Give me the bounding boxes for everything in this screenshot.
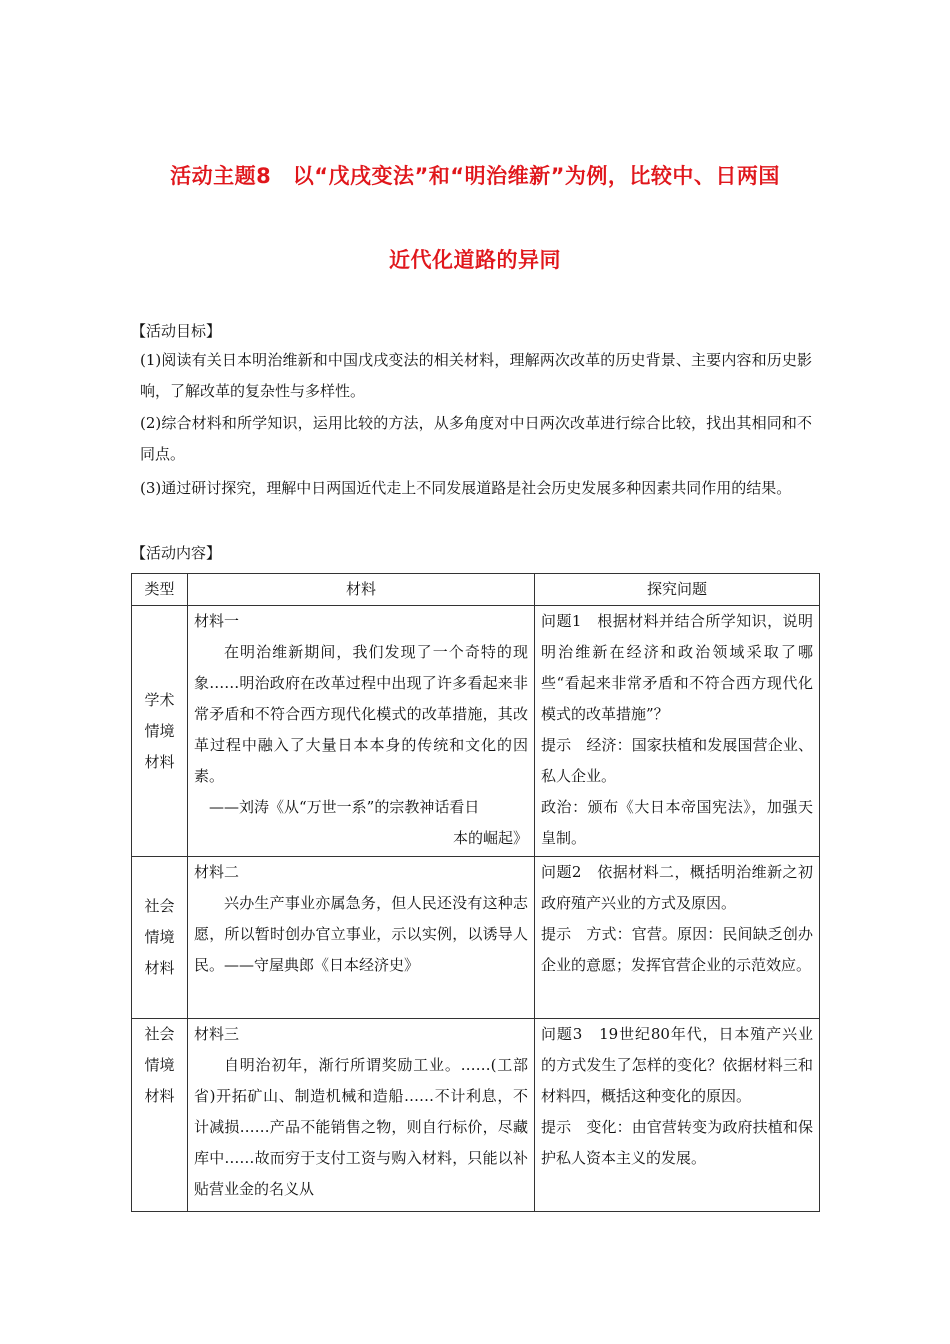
title-line-2: 近代化道路的异同 xyxy=(389,248,561,272)
type-char: 情境 xyxy=(144,721,175,740)
header-type: 类型 xyxy=(132,574,188,606)
activity-table xyxy=(131,573,820,1212)
type-char: 材料 xyxy=(144,959,175,977)
question-text: 问题1 根据材料并结合所学知识，说明明治维新在经济和政治领域采取了哪些“看起来非常矛盾和不符合西方现代化模式的改革措施”？ xyxy=(541,612,813,723)
goal-item-3: (3)通过研讨探究，理解中日两国近代走上不同发展道路是社会历史发展多种因素共同作用的结果。 xyxy=(140,479,792,497)
material-source-cont: 本的崛起》 xyxy=(452,829,528,847)
goal-item-2: (2)综合材料和所学知识，运用比较的方法，从多角度对中日两次改革进行综合比较，找出其相同和不同点。 xyxy=(140,414,812,463)
row-material xyxy=(188,606,535,857)
material-label: 材料二 xyxy=(194,863,240,881)
row-type xyxy=(132,1019,188,1212)
title-line-1: 活动主题8 以“戊戌变法”和“明治维新”为例，比较中、日两国 xyxy=(170,164,780,188)
row-question xyxy=(535,857,820,1019)
material-text: 兴办生产事业亦属急务，但人民还没有这种志愿，所以暂时创办官立事业，示以实例，以诱导人民。——守屋典郎《日本经济史》 xyxy=(194,894,528,974)
type-char: 情境 xyxy=(144,1056,175,1074)
row-type xyxy=(132,857,188,1019)
question-text: 问题2 依据材料二，概括明治维新之初政府殖产兴业的方式及原因。 xyxy=(541,863,813,912)
question-text: 问题3 19世纪80年代，日本殖产兴业的方式发生了怎样的变化？依据材料三和材料四，概括这种变化的原因。 xyxy=(541,1025,813,1105)
row-question xyxy=(535,606,820,857)
goal-item-1: (1)阅读有关日本明治维新和中国戊戌变法的相关材料，理解两次改革的历史背景、主要内容和历史影响，了解改革的复杂性与多样性。 xyxy=(140,351,812,400)
row-question xyxy=(535,1019,820,1212)
type-char: 社会 xyxy=(144,897,175,915)
material-label: 材料一 xyxy=(194,612,240,630)
type-char: 情境 xyxy=(144,928,175,946)
goals-heading: 【活动目标】 xyxy=(131,322,222,340)
type-char: 材料 xyxy=(144,752,175,771)
hint-text: 提示 经济：国家扶植和发展国营企业、私人企业。 xyxy=(541,736,813,785)
row-type xyxy=(132,606,188,857)
header-material: 材料 xyxy=(188,574,535,606)
material-text: 在明治维新期间，我们发现了一个奇特的现象……明治政府在改革过程中出现了许多看起来非常矛盾和不符合西方现代化模式的改革措施，其改革过程中融入了大量日本本身的传统和文化的因素。 xyxy=(194,643,528,785)
content-heading: 【活动内容】 xyxy=(131,544,222,562)
material-text: 自明治初年，渐行所谓奖励工业。……(工部省)开拓矿山、制造机械和造船……不计利息，不计减损……产品不能销售之物，则自行标价，尽藏库中……故而穷于支付工资与购入材料，只能以补贴营业金的名义从 xyxy=(194,1056,528,1198)
table-row xyxy=(132,857,820,1019)
row-material xyxy=(188,857,535,1019)
table-row xyxy=(132,1019,820,1212)
material-label: 材料三 xyxy=(194,1025,240,1043)
hint-text: 提示 方式：官营。原因：民间缺乏创办企业的意愿；发挥官营企业的示范效应。 xyxy=(541,925,813,974)
hint-text: 提示 变化：由官营转变为政府扶植和保护私人资本主义的发展。 xyxy=(541,1118,813,1167)
material-source: ——刘涛《从“万世一系”的宗教神话看日 xyxy=(209,798,480,816)
type-char: 社会 xyxy=(144,1025,175,1043)
header-question: 探究问题 xyxy=(535,574,820,606)
type-char: 学术 xyxy=(144,690,175,709)
table-row xyxy=(132,606,820,857)
row-material xyxy=(188,1019,535,1212)
hint-text-2: 政治：颁布《大日本帝国宪法》，加强天皇制。 xyxy=(541,798,813,847)
table-header-row xyxy=(132,574,820,606)
type-char: 材料 xyxy=(144,1087,175,1105)
